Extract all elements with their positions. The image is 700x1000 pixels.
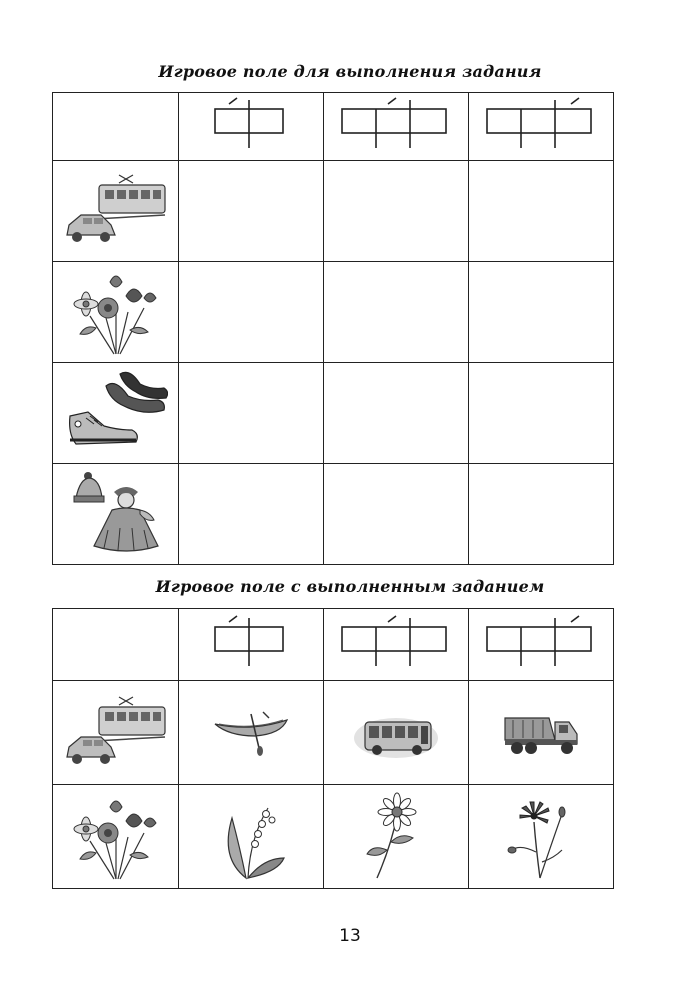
answer-cell[interactable]: [179, 262, 324, 363]
corner-cell: [53, 609, 179, 681]
answer-cell: [179, 785, 324, 889]
bus-icon: [351, 704, 441, 762]
tram-and-car-icon: [61, 169, 171, 253]
picture-cell: [53, 464, 179, 565]
three-syllable-scheme-icon-stress-2: [338, 614, 454, 676]
answer-cell[interactable]: [324, 464, 469, 565]
page-number: 13: [339, 926, 361, 946]
two-syllable-scheme-icon: [211, 614, 291, 676]
empty-game-field-table: [52, 92, 614, 565]
flowers-bouquet-icon: [66, 268, 166, 356]
tram-and-car-icon: [61, 691, 171, 775]
cornflower-icon: [506, 792, 576, 882]
answer-cell[interactable]: [469, 262, 614, 363]
answer-cell[interactable]: [179, 464, 324, 565]
scheme-header-cell: [324, 93, 469, 161]
answer-cell: [179, 681, 324, 785]
answer-cell[interactable]: [469, 161, 614, 262]
chamomile-icon: [361, 792, 431, 882]
hat-and-doll-icon: [68, 470, 164, 558]
scheme-header-cell: [324, 609, 469, 681]
answer-cell[interactable]: [324, 262, 469, 363]
three-syllable-scheme-icon-stress-2: [338, 96, 454, 158]
filled-game-field-table: [52, 608, 614, 889]
answer-cell[interactable]: [179, 161, 324, 262]
dump-truck-icon: [501, 708, 581, 758]
boat-icon: [211, 708, 291, 758]
answer-cell[interactable]: [469, 363, 614, 464]
answer-cell[interactable]: [324, 363, 469, 464]
shoes-icon: [64, 370, 168, 456]
scheme-header-cell: [469, 609, 614, 681]
answer-cell: [469, 785, 614, 889]
scheme-header-cell: [179, 93, 324, 161]
scheme-header-cell: [179, 609, 324, 681]
corner-cell: [53, 93, 179, 161]
picture-cell: [53, 262, 179, 363]
lily-of-the-valley-icon: [216, 792, 286, 882]
picture-cell: [53, 681, 179, 785]
answer-cell: [324, 785, 469, 889]
picture-cell: [53, 363, 179, 464]
scheme-header-cell: [469, 93, 614, 161]
three-syllable-scheme-icon-stress-3: [483, 614, 599, 676]
flowers-bouquet-icon: [66, 793, 166, 881]
answer-cell: [469, 681, 614, 785]
answer-cell[interactable]: [469, 464, 614, 565]
picture-cell: [53, 785, 179, 889]
answer-cell[interactable]: [324, 161, 469, 262]
answer-cell: [324, 681, 469, 785]
empty-field-title: Игровое поле для выполнения задания: [158, 62, 542, 81]
filled-field-title: Игровое поле с выполненным заданием: [155, 577, 545, 596]
answer-cell[interactable]: [179, 363, 324, 464]
two-syllable-scheme-icon: [211, 96, 291, 158]
three-syllable-scheme-icon-stress-3: [483, 96, 599, 158]
picture-cell: [53, 161, 179, 262]
